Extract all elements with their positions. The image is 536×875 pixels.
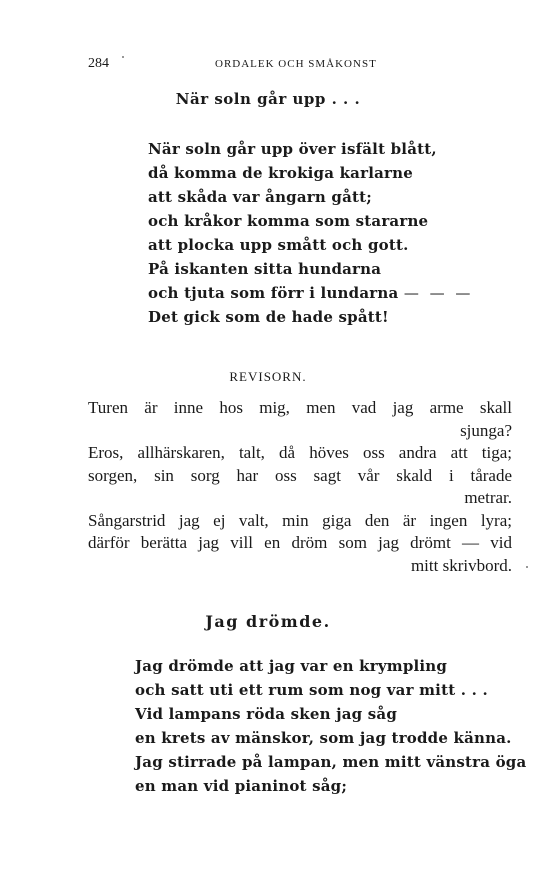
poem-line: att skåda var ångarn gått; (148, 188, 373, 206)
verse-continuation: sjunga? (460, 421, 512, 440)
poem-title-revisorn: REVISORN. (229, 369, 307, 384)
poem-line: en krets av mänskor, som jag trodde känna. (135, 729, 512, 747)
poem-title-nar-soln: När soln går upp . . . (175, 90, 361, 108)
poem-line: och kråkor komma som stararne (148, 212, 429, 230)
poem-line: och satt uti ett rum som nog var mitt . . . (135, 681, 488, 699)
poem-line: att plocka upp smått och gott. (148, 236, 409, 254)
verse-line: Turen är inne hos mig, men vad jag arme skall (88, 398, 512, 417)
trailing-dashes: — — — (403, 284, 474, 302)
running-head: ORDALEK OCH SMÅKONST (215, 58, 377, 70)
poem-line-text: och tjuta som förr i lundarna (148, 284, 399, 302)
verse-line: därför berätta jag vill en dröm som jag drömt — vid (88, 533, 512, 552)
poem-line: När soln går upp över isfält blått, (148, 140, 437, 158)
poem-line: Jag drömde att jag var en krympling (135, 657, 448, 675)
print-speck (526, 566, 528, 568)
verse-line: Sångarstrid jag ej valt, min giga den är ingen lyra; (88, 511, 512, 530)
verse-continuation: metrar. (464, 488, 512, 507)
poem-line: Jag stirrade på lampan, men mitt vänstra öga (135, 753, 527, 771)
poem-line: då komma de krokiga karlarne (148, 164, 413, 182)
verse-line: Eros, allhärskaren, talt, då höves oss andra att tiga; (88, 443, 512, 462)
verse-line: sorgen, sin sorg har oss sagt vår skald i tårade (88, 466, 512, 485)
verse-continuation: mitt skrivbord. (410, 556, 512, 575)
poem-title-jag-dromde: Jag drömde. (205, 612, 331, 631)
poem-line: en man vid pianinot såg; (135, 777, 348, 795)
poem-line: Vid lampans röda sken jag såg (135, 705, 398, 723)
page-header (0, 56, 536, 72)
poem-line (148, 284, 473, 302)
poem-line: På iskanten sitta hundarna (148, 260, 382, 278)
page-number: 284 (88, 56, 109, 71)
poem-line: Det gick som de hade spått! (148, 308, 389, 326)
print-speck (122, 56, 124, 58)
